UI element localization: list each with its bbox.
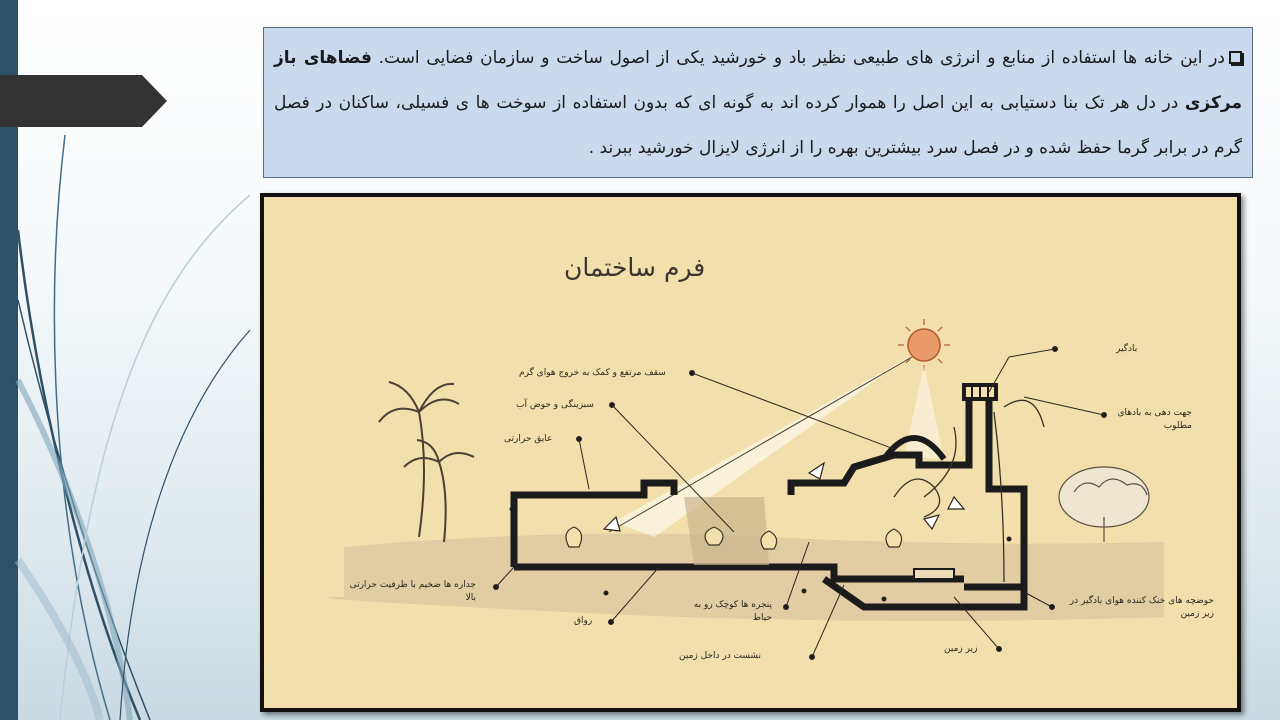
label-wind-direction: جهت دهی به بادهای مطلوب: [1117, 408, 1192, 431]
building-form-figure: [260, 193, 1241, 712]
figure-title: فرم ساختمان: [564, 253, 706, 282]
sun-icon: [898, 319, 950, 371]
label-basement: زیر زمین: [944, 644, 978, 654]
label-underground-seating: نشست در داخل زمین: [679, 651, 761, 661]
paragraph-start: در این خانه ها استفاده از منابع و انرژی های طبیعی نظیر باد و خورشید یکی از اصول ساخت و سازمان فضایی است.: [378, 48, 1225, 68]
tree-icon: [1059, 467, 1149, 542]
arrow-tab-shape: [0, 75, 167, 127]
label-roof: سقف مرتفع و کمک به خروج هوای گرم: [519, 368, 666, 378]
label-badgir: بادگیر: [1116, 344, 1138, 354]
label-insulation: عایق حرارتی: [504, 434, 553, 444]
paragraph-end: در دل هر تک بنا دستیابی به این اصل را هموار کرده اند به گونه ای که بدون استفاده از سوخت ها ی فسیلی، ساکنان در فصل گرم در برابر گرما حفظ شده و در فصل سرد بیشترین بهره را از انرژی لایزال خورشید ببرند .: [274, 93, 1242, 158]
content-text-box: [263, 27, 1253, 178]
label-small-windows: پنجره ها کوچک رو به حیاط: [693, 600, 772, 623]
checkbox-bullet-icon: [1229, 51, 1242, 64]
label-portico: رواق: [574, 616, 593, 626]
building-section-drawing: [264, 197, 1237, 708]
figure-canvas: [264, 197, 1237, 708]
label-cooling-pocket: حوضچه های خنک کننده هوای بادگیر در زیر زمین: [1069, 596, 1214, 619]
paragraph-bold: فضاهای باز مرکزی: [274, 48, 1242, 113]
label-thick-walls: جداره ها ضخیم با ظرفیت حرارتی بالا: [349, 580, 476, 603]
label-greenery: سبزینگی و حوض آب: [516, 400, 594, 410]
palm-tree-icon: [379, 382, 474, 542]
